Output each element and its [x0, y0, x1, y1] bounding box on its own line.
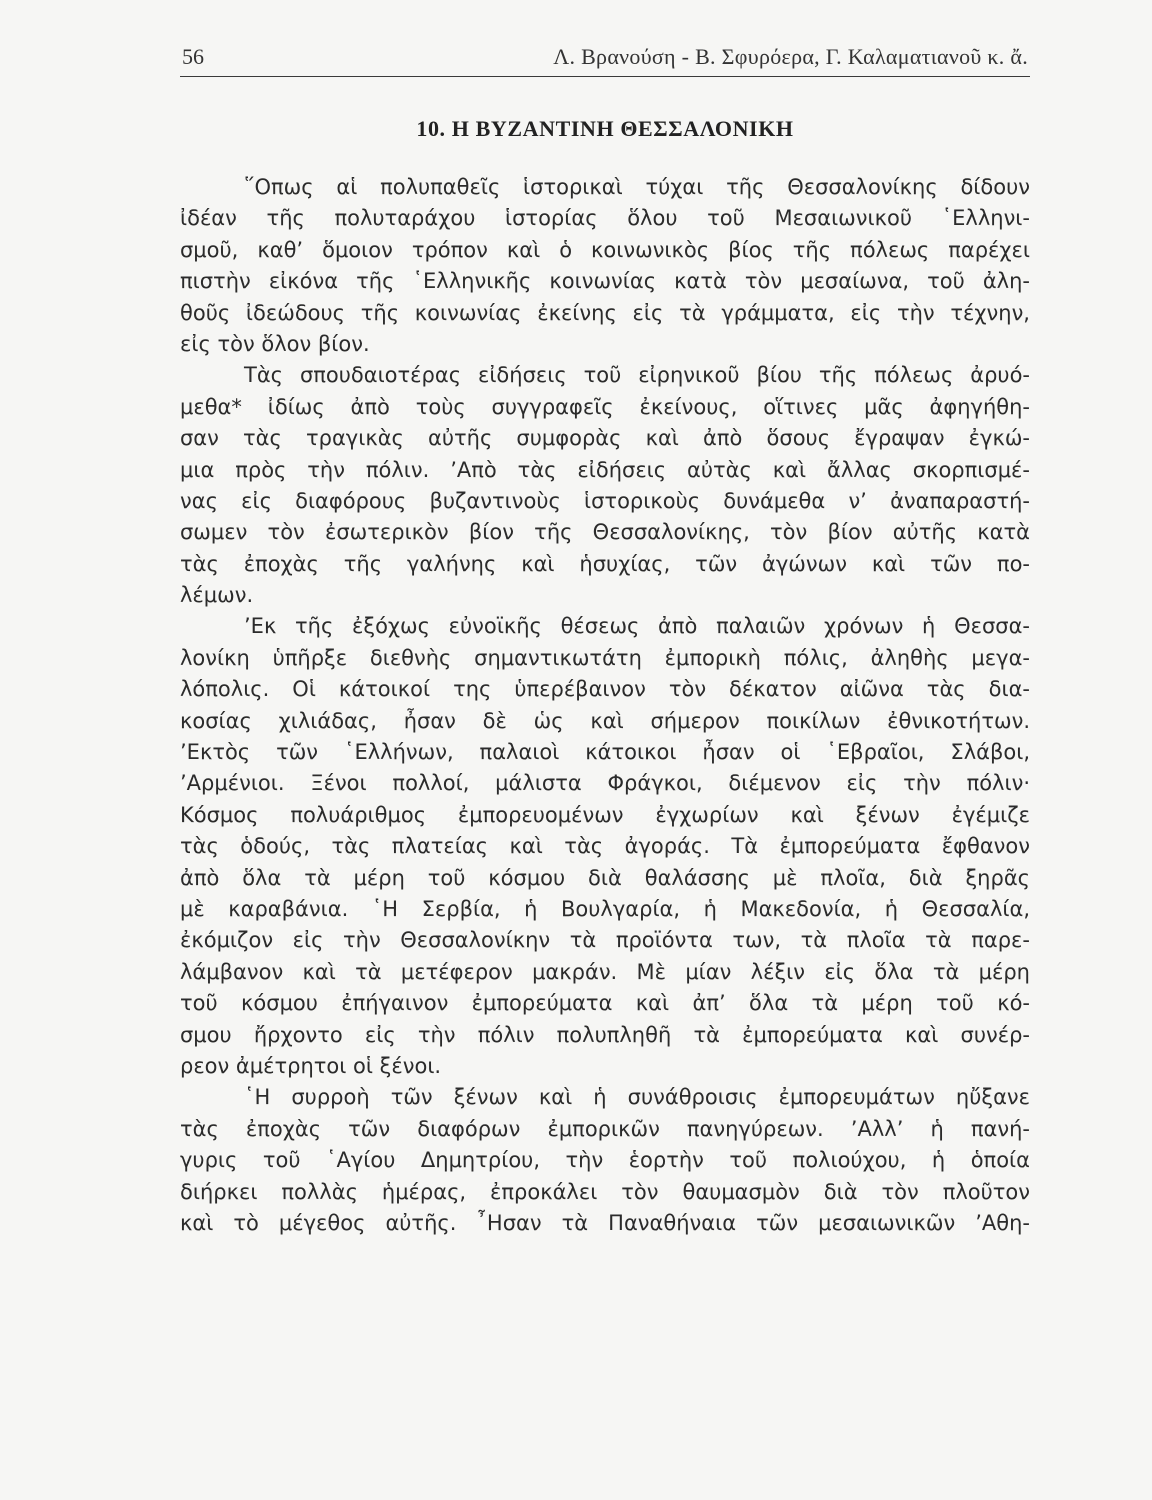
text-line: ῞Οπως αἱ πολυπαθεῖς ἱστορικαὶ τύχαι τῆς Θεσσαλονίκης δίδουν [244, 175, 1030, 199]
running-header [180, 42, 1030, 77]
text-line: καὶ τὸ μέγεθος αὐτῆς. ῏Ησαν τὰ Παναθήναια τῶν μεσαιωνικῶν ’Αθη- [180, 1210, 1030, 1235]
text-line: Κόσμος πολυάριθμος ἐμπορευομένων ἐγχωρίων καὶ ξένων ἐγέμιζε [180, 802, 1030, 827]
text-line: εἰς τὸν ὅλον βίον. [180, 331, 370, 356]
running-header-authors: Λ. Βρανούση - Β. Σφυρόερα, Γ. Καλαματιανοῦ κ. ἄ. [553, 44, 1028, 69]
text-line: λονίκη ὑπῆρξε διεθνὴς σημαντικωτάτη ἐμπορικὴ πόλις, ἀληθὴς μεγα- [180, 645, 1030, 670]
text-line: ’Εκ τῆς ἐξόχως εὐνοϊκῆς θέσεως ἀπὸ παλαιῶν χρόνων ἡ Θεσσα- [244, 614, 1030, 639]
text-line: σμοῦ, καθ’ ὅμοιον τρόπον καὶ ὁ κοινωνικὸς βίος τῆς πόλεως παρέχει [180, 237, 1030, 262]
text-line: μεθα* ἰδίως ἀπὸ τοὺς συγγραφεῖς ἐκείνους, οἵτινες μᾶς ἀφηγήθη- [180, 394, 1030, 419]
body-text [180, 172, 1030, 1239]
chapter-title: 10. Η ΒΥΖΑΝΤΙΝΗ ΘΕΣΣΑΛΟΝΙΚΗ [416, 116, 794, 141]
page-number: 56 [182, 44, 204, 69]
text-line: ’Εκτὸς τῶν ῾Ελλήνων, παλαιοὶ κάτοικοι ἦσαν οἱ ῾Εβραῖοι, Σλάβοι, [180, 740, 1030, 765]
text-line: ῾Η συρροὴ τῶν ξένων καὶ ἡ συνάθροισις ἐμπορευμάτων ηὔξανε [244, 1085, 1030, 1110]
text-line: λόπολις. Οἱ κάτοικοί της ὑπερέβαινον τὸν δέκατον αἰῶνα τὰς δια- [180, 677, 1030, 702]
text-line: λέμων. [180, 583, 254, 608]
text-line: τὰς ὁδούς, τὰς πλατείας καὶ τὰς ἀγοράς. Τὰ ἐμπορεύματα ἔφθανον [180, 834, 1030, 859]
text-line: τὰς ἐποχὰς τῆς γαλήνης καὶ ἡσυχίας, τῶν ἀγώνων καὶ τῶν πο- [180, 551, 1030, 576]
text-line: μὲ καραβάνια. ῾Η Σερβία, ἡ Βουλγαρία, ἡ Μακεδονία, ἡ Θεσσαλία, [180, 896, 1030, 921]
text-line: διήρκει πολλὰς ἡμέρας, ἐπροκάλει τὸν θαυμασμὸν διὰ τὸν πλοῦτον [180, 1179, 1030, 1204]
text-line: σαν τὰς τραγικὰς αὐτῆς συμφορὰς καὶ ἀπὸ ὅσους ἔγραψαν ἐγκώ- [180, 426, 1030, 451]
text-line: Τὰς σπουδαιοτέρας εἰδήσεις τοῦ εἰρηνικοῦ βίου τῆς πόλεως ἀρυό- [244, 363, 1030, 388]
text-line: ἰδέαν τῆς πολυταράχου ἱστορίας ὅλου τοῦ Μεσαιωνικοῦ ῾Ελληνι- [180, 206, 1030, 231]
text-line: τὰς ἐποχὰς τῶν διαφόρων ἐμπορικῶν πανηγύρεων. ’Αλλ’ ἡ πανή- [180, 1116, 1030, 1141]
text-line: γυρις τοῦ ῾Αγίου Δημητρίου, τὴν ἑορτὴν τοῦ πολιούχου, ἡ ὁποία [180, 1148, 1030, 1173]
text-line: ἐκόμιζον εἰς τὴν Θεσσαλονίκην τὰ προϊόντα των, τὰ πλοῖα τὰ παρε- [180, 928, 1030, 953]
text-line: λάμβανον καὶ τὰ μετέφερον μακράν. Μὲ μίαν λέξιν εἰς ὅλα τὰ μέρη [180, 959, 1030, 984]
text-line: κοσίας χιλιάδας, ἦσαν δὲ ὡς καὶ σήμερον ποικίλων ἐθνικοτήτων. [180, 708, 1030, 733]
text-line: πιστὴν εἰκόνα τῆς ῾Ελληνικῆς κοινωνίας κατὰ τὸν μεσαίωνα, τοῦ ἀλη- [180, 269, 1030, 294]
text-line: μια πρὸς τὴν πόλιν. ’Απὸ τὰς εἰδήσεις αὐτὰς καὶ ἄλλας σκορπισμέ- [180, 457, 1030, 482]
text-line: ’Αρμένιοι. Ξένοι πολλοί, μάλιστα Φράγκοι, διέμενον εἰς τὴν πόλιν· [180, 771, 1030, 796]
text-line: θοῦς ἰδεώδους τῆς κοινωνίας ἐκείνης εἰς τὰ γράμματα, εἰς τὴν τέχνην, [180, 300, 1030, 325]
text-line: σμου ἤρχοντο εἰς τὴν πόλιν πολυπληθῆ τὰ ἐμπορεύματα καὶ συνέρ- [180, 1022, 1030, 1047]
text-line: νας εἰς διαφόρους βυζαντινοὺς ἱστορικοὺς δυνάμεθα ν’ ἀναπαραστή- [180, 488, 1030, 513]
text-line: ἀπὸ ὅλα τὰ μέρη τοῦ κόσμου διὰ θαλάσσης μὲ πλοῖα, διὰ ξηρᾶς [180, 865, 1030, 890]
text-line: ρεον ἀμέτρητοι οἱ ξένοι. [180, 1053, 442, 1078]
text-line: τοῦ κόσμου ἐπήγαινον ἐμπορεύματα καὶ ἀπ’ ὅλα τὰ μέρη τοῦ κό- [180, 991, 1030, 1016]
text-line: σωμεν τὸν ἐσωτερικὸν βίον τῆς Θεσσαλονίκης, τὸν βίον αὐτῆς κατὰ [180, 520, 1030, 545]
